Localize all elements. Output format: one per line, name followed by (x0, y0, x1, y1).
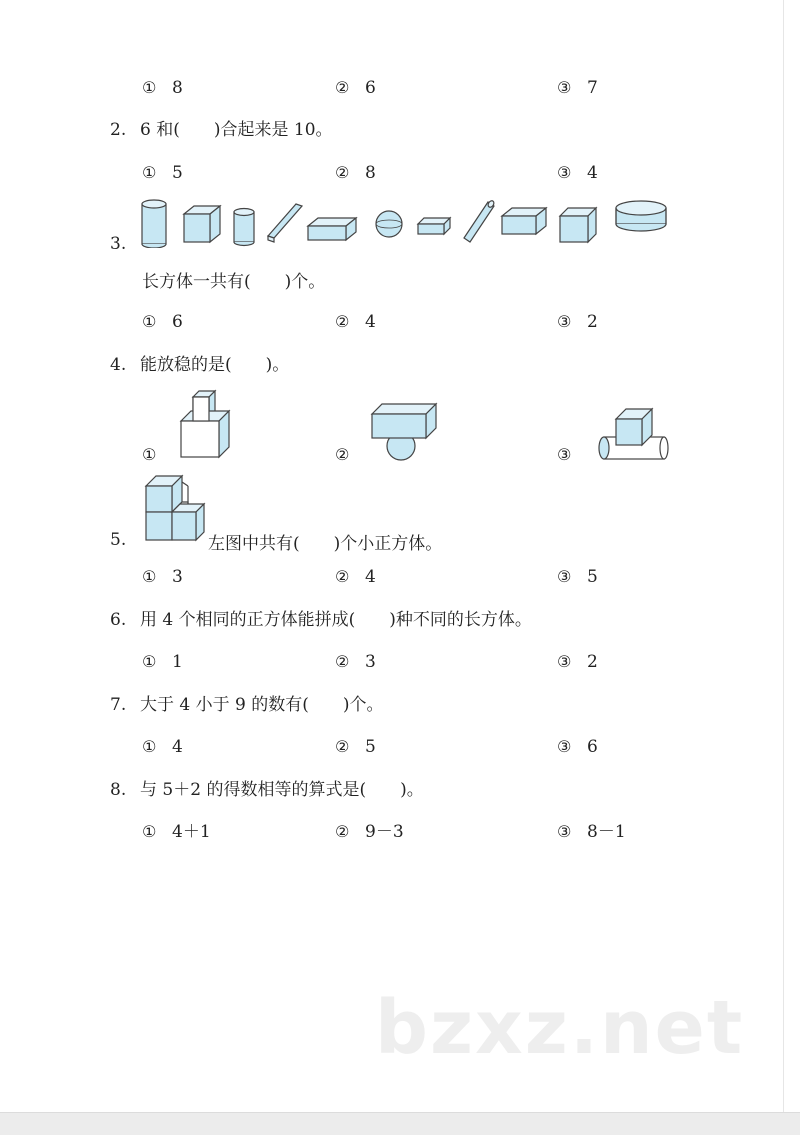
option-value: 4 (587, 163, 598, 183)
question-number: 5. (110, 530, 127, 550)
option-value: 2 (587, 312, 598, 332)
question-number: 2. (110, 120, 127, 140)
q4-option-1[interactable] (142, 444, 172, 466)
question-number: 7. (110, 695, 127, 715)
option-mark: ② (335, 445, 350, 464)
flat-cuboid-shape (308, 218, 356, 240)
q6-option-1[interactable] (142, 651, 183, 673)
viewer-bottom-bar (0, 1112, 800, 1135)
option-value: 5 (587, 567, 598, 587)
option-value: 6 (172, 312, 183, 332)
question-6 (110, 609, 532, 631)
option-value: 8 (365, 163, 376, 183)
q5-option-1[interactable] (142, 566, 183, 588)
option-value: 5 (365, 737, 376, 757)
q3-option-2[interactable] (335, 311, 376, 333)
q4-option-3-figure (596, 405, 672, 463)
option-mark: ③ (557, 652, 572, 671)
option-mark: ① (142, 567, 157, 586)
q7-option-2[interactable] (335, 736, 376, 758)
cylinder-small-shape (234, 209, 254, 246)
q3-option-3[interactable] (557, 311, 598, 333)
option-mark: ① (142, 822, 157, 841)
option-value: 4＋1 (172, 822, 211, 842)
option-mark: ① (142, 652, 157, 671)
option-value: 2 (587, 652, 598, 672)
q4-option-2-figure (368, 400, 440, 464)
question-number: 4. (110, 355, 127, 375)
option-value: 8－1 (587, 822, 626, 842)
option-mark: ① (142, 78, 157, 97)
q5-question-text: 左图中共有( )个小正方体。 (208, 534, 443, 554)
question-text: 与 5＋2 的得数相等的算式是( )。 (140, 780, 424, 800)
option-value: 4 (365, 567, 376, 587)
question-text: 用 4 个相同的正方体能拼成( )种不同的长方体。 (140, 610, 532, 630)
option-mark: ③ (557, 78, 572, 97)
q6-option-3[interactable] (557, 651, 598, 673)
option-mark: ③ (557, 312, 572, 331)
question-text: 大于 4 小于 9 的数有( )个。 (140, 695, 384, 715)
flat-cylinder-shape (616, 201, 666, 231)
medium-cuboid-shape (502, 208, 546, 234)
long-cuboid-stick-shape (268, 204, 302, 242)
q4-option-1-figure (175, 387, 235, 461)
option-value: 6 (587, 737, 598, 757)
page-edge-divider (783, 0, 784, 1112)
q1-option-2[interactable] (335, 77, 376, 99)
watermark-text: bzxz.net (375, 985, 745, 1071)
q1-option-3[interactable] (557, 77, 598, 99)
q2-option-3[interactable] (557, 162, 598, 184)
q3-option-1[interactable] (142, 311, 183, 333)
q8-option-1[interactable] (142, 821, 211, 843)
option-value: 8 (172, 78, 183, 98)
option-value: 3 (365, 652, 376, 672)
sphere-shape (376, 211, 402, 237)
option-mark: ③ (557, 567, 572, 586)
option-mark: ① (142, 737, 157, 756)
q8-option-3[interactable] (557, 821, 626, 843)
option-value: 4 (172, 737, 183, 757)
long-cylinder-shape (464, 200, 495, 242)
q4-option-3[interactable] (557, 444, 587, 466)
option-mark: ② (335, 312, 350, 331)
option-mark: ② (335, 163, 350, 182)
q6-option-2[interactable] (335, 651, 376, 673)
question-text: 能放稳的是( )。 (140, 355, 290, 375)
option-mark: ② (335, 737, 350, 756)
option-mark: ② (335, 652, 350, 671)
option-mark: ③ (557, 163, 572, 182)
q3-shapes-figure (136, 196, 676, 248)
q1-option-1[interactable] (142, 77, 183, 99)
question-number: 8. (110, 780, 127, 800)
option-mark: ② (335, 822, 350, 841)
question-2 (110, 119, 333, 141)
option-mark: ③ (557, 445, 572, 464)
option-value: 7 (587, 78, 598, 98)
option-mark: ① (142, 445, 157, 464)
cube-shape (184, 206, 220, 242)
question-number: 6. (110, 610, 127, 630)
small-cuboid-shape (418, 218, 450, 234)
question-5-number (110, 529, 140, 551)
option-value: 9－3 (365, 822, 404, 842)
q7-option-1[interactable] (142, 736, 183, 758)
q8-option-2[interactable] (335, 821, 404, 843)
option-value: 5 (172, 163, 183, 183)
option-mark: ② (335, 567, 350, 586)
question-7 (110, 694, 384, 716)
q2-option-2[interactable] (335, 162, 376, 184)
question-8 (110, 779, 424, 801)
option-mark: ③ (557, 737, 572, 756)
question-4 (110, 354, 289, 376)
option-value: 1 (172, 652, 183, 672)
option-mark: ① (142, 163, 157, 182)
question-number: 3. (110, 234, 127, 254)
option-mark: ③ (557, 822, 572, 841)
option-value: 4 (365, 312, 376, 332)
cylinder-tall-shape (142, 200, 166, 248)
q2-option-1[interactable] (142, 162, 183, 184)
q4-option-2[interactable] (335, 444, 365, 466)
option-mark: ① (142, 312, 157, 331)
option-value: 6 (365, 78, 376, 98)
option-mark: ② (335, 78, 350, 97)
q5-option-3[interactable] (557, 566, 598, 588)
cube-shape-2 (560, 208, 596, 242)
q5-cubes-figure (140, 470, 208, 546)
question-text: 6 和( )合起来是 10。 (140, 120, 333, 140)
q3-question-text: 长方体一共有( )个。 (142, 272, 326, 292)
q7-option-3[interactable] (557, 736, 598, 758)
q5-option-2[interactable] (335, 566, 376, 588)
option-value: 3 (172, 567, 183, 587)
